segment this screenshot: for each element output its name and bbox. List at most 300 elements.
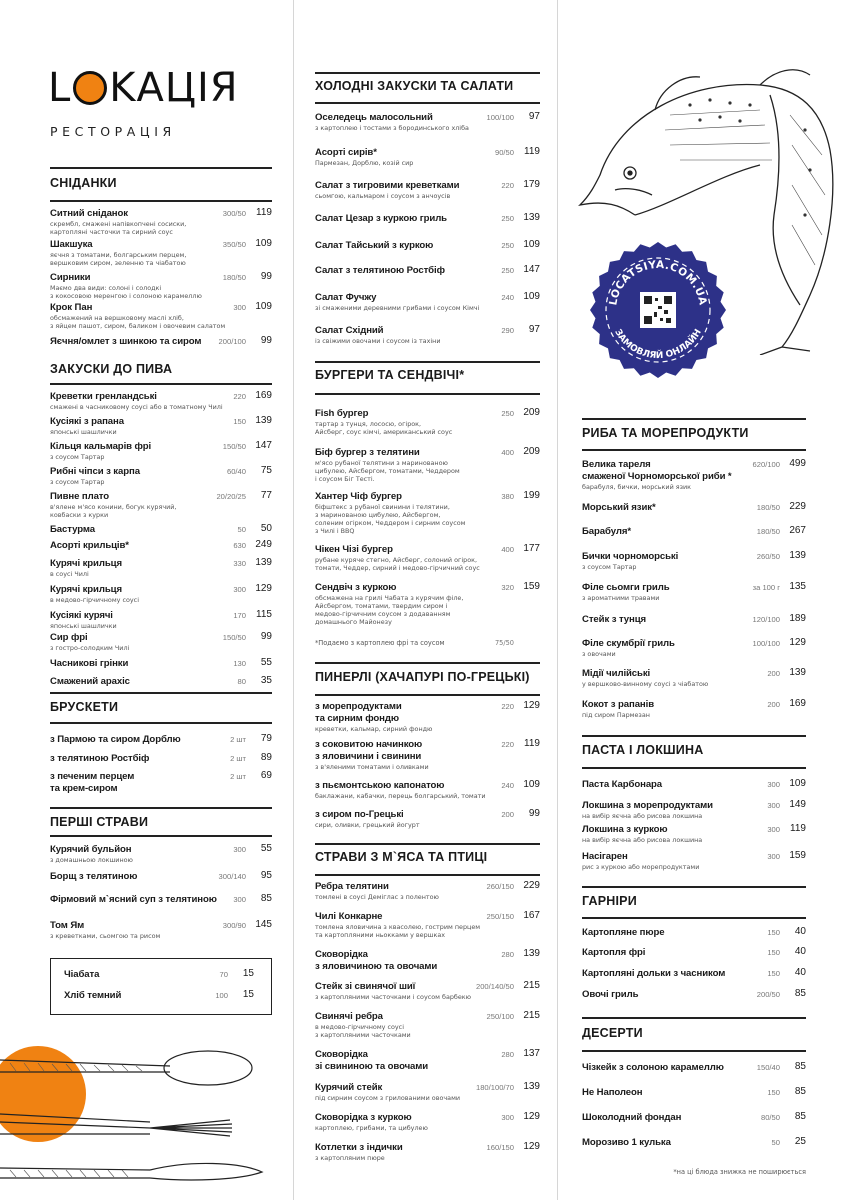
section-divider (315, 72, 540, 74)
menu-item[interactable] (64, 990, 254, 1002)
section-divider (315, 393, 540, 395)
menu-item-weight: 80 (237, 677, 246, 686)
menu-item-price: 109 (523, 291, 540, 302)
menu-item-name: Сир фрі (50, 632, 88, 643)
menu-item[interactable] (582, 699, 806, 719)
menu-item-price: 75 (260, 465, 272, 476)
menu-item-weight: 50 (771, 1138, 780, 1147)
menu-item-price: 137 (523, 1048, 540, 1059)
menu-item-name: Картопля фрі (582, 947, 646, 958)
menu-item-weight: 200 (767, 669, 780, 678)
menu-item-weight: 300 (501, 1113, 514, 1122)
menu-item[interactable] (50, 632, 272, 652)
menu-item-weight: 300 (233, 845, 246, 854)
menu-item-name: Курячі крильця (50, 584, 122, 595)
menu-item[interactable] (50, 391, 272, 411)
section-divider (582, 1050, 806, 1052)
section-divider (315, 102, 540, 104)
menu-item-weight: 280 (501, 1050, 514, 1059)
section-title: БРУСКЕТИ (50, 700, 119, 714)
menu-item-description: Маємо два види: солоні і солодкі з кокосовою меренгою і солоною карамеллю (50, 284, 202, 300)
menu-item-price: 199 (523, 490, 540, 501)
menu-item-price: 55 (260, 657, 272, 668)
menu-item-description: рис з куркою або морепродуктами (582, 863, 700, 871)
badge-cta[interactable]: ЗАМОВЛЯЙ ОНЛАЙН (612, 327, 704, 362)
menu-item-description: картоплею, грибами, та цибулею (315, 1124, 428, 1132)
menu-item-description: під сирним соусом з грилованими овочами (315, 1094, 461, 1102)
menu-item[interactable] (582, 779, 806, 791)
menu-item[interactable] (582, 526, 806, 538)
menu-item-price: 129 (523, 1111, 540, 1122)
section-title: ПИНЕРЛІ (ХАЧАПУРІ ПО-ГРЕЦЬКІ) (315, 670, 530, 684)
menu-item-name: Стейк з тунця (582, 614, 647, 625)
menu-item-weight: 300 (767, 852, 780, 861)
menu-item-weight: 250 (501, 241, 514, 250)
menu-item[interactable] (582, 1112, 806, 1124)
menu-item-weight: 60/40 (226, 467, 246, 476)
menu-item-price: 499 (789, 458, 806, 469)
menu-item[interactable] (582, 614, 806, 626)
menu-item-name: Креветки гренландські (50, 391, 157, 402)
menu-item-description: з овочами (582, 650, 616, 658)
section-divider (582, 886, 806, 888)
menu-item-weight: 2 шт (230, 754, 246, 763)
menu-item-price: 97 (528, 111, 540, 122)
menu-item-name: Шакшука (50, 239, 93, 250)
menu-item-price: 50 (260, 523, 272, 534)
menu-item-name: Біф бургер з телятини (315, 447, 420, 458)
menu-item[interactable] (50, 491, 272, 519)
column-divider (557, 0, 558, 1200)
menu-item[interactable] (315, 780, 540, 800)
menu-item-name: Кільця кальмарів фрі (50, 441, 152, 452)
menu-item-name: Картопляні дольки з часником (582, 968, 726, 979)
menu-item-weight: 150/40 (756, 1063, 780, 1072)
menu-item[interactable] (582, 989, 806, 1001)
menu-item-description: зі смаженими деревними грибами і соусом Кімчі (315, 304, 480, 312)
menu-item-price: 147 (255, 440, 272, 451)
section-footnote-weight: 75/50 (494, 639, 514, 647)
menu-item-name: Сендвіч з куркою (315, 582, 397, 593)
menu-item-weight: 20/20/25 (216, 492, 246, 501)
menu-item-name: Чікен Чізі бургер (315, 544, 393, 555)
menu-item-description: із свіжими овочами і соусом із тахіни (315, 337, 441, 345)
menu-item[interactable] (315, 544, 540, 572)
menu-item-price: 139 (255, 415, 272, 426)
menu-item[interactable] (50, 734, 272, 746)
menu-item-description: обсмажена на грилі Чабата з курячим філе, Айсбергом, томатами, твердим сиром і медово-гірчичним соусом з додаванням домашнього Майонезу (315, 594, 464, 626)
menu-item-price: 109 (523, 239, 540, 250)
menu-item[interactable] (50, 336, 272, 348)
section-title: ЗАКУСКИ ДО ПИВА (50, 362, 173, 376)
badge-url[interactable]: LOCATSIYA.COM.UA (607, 258, 709, 307)
menu-item-weight: 50 (237, 525, 246, 534)
menu-item-price: 99 (260, 271, 272, 282)
menu-item-price: 139 (523, 1081, 540, 1092)
section-divider (50, 167, 272, 169)
menu-item-weight: 160/150 (486, 1143, 514, 1152)
bread-box (50, 958, 272, 1015)
menu-item-price: 129 (255, 583, 272, 594)
section-divider (50, 200, 272, 202)
menu-item[interactable] (315, 809, 540, 829)
section-title: СНІДАНКИ (50, 176, 117, 190)
menu-item-price: 129 (789, 637, 806, 648)
menu-item-weight: 150 (767, 969, 780, 978)
menu-item-price: 119 (256, 207, 272, 218)
menu-item-name: Салат Тайський з куркою (315, 240, 434, 251)
menu-item-name: з Пармою та сиром Дорблю (50, 734, 181, 745)
menu-item-price: 15 (242, 989, 254, 1000)
menu-item-weight: 200/140/50 (475, 982, 514, 991)
menu-item-weight: 240 (501, 781, 514, 790)
menu-item-name: Велика тареля смаженої Чорноморської риби * (582, 459, 732, 482)
menu-item[interactable] (50, 610, 272, 630)
menu-item-price: 15 (242, 968, 254, 979)
menu-item-name: Шоколодний фондан (582, 1112, 682, 1123)
menu-item-price: 40 (794, 926, 806, 937)
menu-item-price: 97 (528, 324, 540, 335)
menu-item-price: 115 (256, 609, 272, 620)
menu-item-weight: 290 (501, 326, 514, 335)
menu-item-price: 169 (255, 390, 272, 401)
menu-item-weight: 300 (767, 825, 780, 834)
menu-item[interactable] (315, 739, 540, 771)
menu-item[interactable] (315, 981, 540, 1001)
menu-item-name: Сковорідка з куркою (315, 1112, 412, 1123)
menu-item-description: в медово-гірчичному соусі (50, 596, 139, 604)
menu-item-weight: 180/50 (756, 503, 780, 512)
column-divider (293, 0, 294, 1200)
menu-item-name: Не Наполеон (582, 1087, 643, 1098)
menu-item[interactable] (582, 800, 806, 820)
menu-item[interactable] (582, 502, 806, 514)
menu-item[interactable] (315, 292, 540, 312)
menu-item[interactable] (582, 638, 806, 658)
menu-item[interactable] (50, 658, 272, 670)
menu-item[interactable] (50, 239, 272, 267)
logo-letters: KАЦІЯ (109, 65, 239, 111)
menu-item[interactable] (582, 1087, 806, 1099)
menu-item-weight: 200 (501, 810, 514, 819)
section-divider (50, 835, 272, 837)
menu-item-description: томлені в соусі Деміглас з полентою (315, 893, 439, 901)
menu-item[interactable] (50, 584, 272, 604)
menu-item-price: 85 (794, 1061, 806, 1072)
menu-item-weight: 220 (233, 392, 246, 401)
menu-item-price: 145 (255, 919, 272, 930)
menu-item-price: 85 (794, 988, 806, 999)
menu-item[interactable] (315, 1082, 540, 1102)
order-online-badge[interactable] (588, 240, 728, 380)
menu-item[interactable] (50, 208, 272, 236)
menu-item-weight: 150 (233, 417, 246, 426)
menu-item-price: 69 (260, 770, 272, 781)
menu-item-weight: 240 (501, 293, 514, 302)
menu-item[interactable] (315, 265, 540, 277)
menu-item-weight: 220 (501, 181, 514, 190)
menu-item-price: 135 (789, 581, 806, 592)
menu-item[interactable] (50, 894, 272, 906)
menu-item-name: Сковорідка з яловичиною та овочами (315, 949, 438, 972)
menu-item[interactable] (315, 213, 540, 225)
menu-item[interactable] (315, 325, 540, 345)
menu-item[interactable] (50, 441, 272, 461)
menu-item-name: з печеним перцем та крем-сиром (50, 771, 135, 794)
section-divider (582, 767, 806, 769)
section-divider (50, 383, 272, 385)
section-title: РИБА ТА МОРЕПРОДУКТИ (582, 426, 749, 440)
menu-item-price: 109 (789, 778, 806, 789)
menu-item-price: 159 (789, 850, 806, 861)
menu-item-name: Котлетки з індички (315, 1142, 403, 1153)
menu-item-name: Сирники (50, 272, 91, 283)
menu-item[interactable] (50, 524, 272, 536)
menu-item[interactable] (315, 881, 540, 901)
menu-item-weight: 100/100 (486, 113, 514, 122)
menu-item-price: 119 (524, 146, 540, 157)
menu-item-weight: 300 (233, 585, 246, 594)
menu-item-weight: 330 (233, 559, 246, 568)
menu-item-price: 215 (523, 1010, 540, 1021)
menu-item[interactable] (315, 1142, 540, 1162)
menu-item-price: 159 (523, 581, 540, 592)
menu-item-description: японські шашлички (50, 428, 117, 436)
menu-item-name: Хліб темний (64, 990, 122, 1001)
section-title: ХОЛОДНІ ЗАКУСКИ ТА САЛАТИ (315, 79, 514, 93)
menu-item[interactable] (315, 240, 540, 252)
menu-item-weight: 150/50 (222, 633, 246, 642)
menu-item-description: в соусі Чилі (50, 570, 89, 578)
menu-item-weight: 300 (767, 780, 780, 789)
logo-orange-circle-icon (73, 71, 107, 105)
menu-item-price: 249 (255, 539, 272, 550)
menu-item[interactable] (315, 491, 540, 535)
menu-item[interactable] (50, 771, 272, 795)
menu-item[interactable] (315, 949, 540, 973)
menu-item-description: скрембл, смажені напівкопчені сосиски, картопляні часточки та сирний соус (50, 220, 187, 236)
menu-item-description: з домашньою локшиною (50, 856, 133, 864)
menu-item-weight: 260/150 (486, 882, 514, 891)
menu-item-name: Чізкейк з солоною карамеллю (582, 1062, 724, 1073)
menu-item-name: Асорті крильців* (50, 540, 129, 551)
menu-item[interactable] (582, 668, 806, 688)
menu-item-weight: 90/50 (494, 148, 514, 157)
menu-item-name: Бички чорноморські (582, 551, 679, 562)
section-title: СТРАВИ З М`ЯСА ТА ПТИЦІ (315, 850, 488, 864)
menu-item-weight: 250 (501, 214, 514, 223)
menu-item[interactable] (315, 112, 540, 132)
menu-item-description: з картопляними часточками і соусом барбекю (315, 993, 472, 1001)
menu-item-description: сири, оливки, грецький йогурт (315, 821, 420, 829)
menu-item-description: під сиром Пармезан (582, 711, 650, 719)
menu-item-description: в медово-гірчичному соусі з картопляними часточками (315, 1023, 411, 1039)
menu-item-weight: 2 шт (230, 772, 246, 781)
menu-item-weight: 250/100 (486, 1012, 514, 1021)
menu-item[interactable] (582, 968, 806, 980)
menu-item-price: 89 (260, 752, 272, 763)
menu-item[interactable] (50, 871, 272, 883)
menu-item-weight: 180/100/70 (475, 1083, 514, 1092)
menu-item-name: Пивне плато (50, 491, 110, 502)
menu-item-name: Сковорідка зі свининою та овочами (315, 1049, 429, 1072)
section-divider (582, 418, 806, 420)
menu-item[interactable] (50, 558, 272, 578)
menu-item-description: смажені в часниковому соусі або в томатному Чилі (50, 403, 223, 411)
menu-item-weight: 620/100 (752, 460, 780, 469)
menu-item-price: 95 (260, 870, 272, 881)
menu-item[interactable] (582, 1062, 806, 1074)
menu-item-name: Хантер Чіф бургер (315, 491, 402, 502)
menu-item-name: Яєчня/омлет з шинкою та сиром (50, 336, 202, 347)
menu-item[interactable] (50, 753, 272, 765)
menu-item-weight: 300 (233, 895, 246, 904)
menu-item-weight: 220 (501, 740, 514, 749)
section-divider (582, 449, 806, 451)
menu-item-description: з ароматними травами (582, 594, 660, 602)
menu-item-weight: 300 (233, 303, 246, 312)
menu-item[interactable] (582, 824, 806, 844)
menu-item-name: Салат Східний (315, 325, 384, 336)
menu-item-weight: 350/50 (222, 240, 246, 249)
menu-item[interactable] (315, 147, 540, 167)
menu-item[interactable] (315, 447, 540, 483)
menu-item-name: Кусіякі з рапана (50, 416, 124, 427)
menu-item[interactable] (50, 302, 272, 330)
menu-item-price: 77 (260, 490, 272, 501)
menu-item-name: Філе скумбрії гриль (582, 638, 675, 649)
menu-item-weight: 380 (501, 492, 514, 501)
menu-item-price: 229 (523, 880, 540, 891)
section-divider (50, 722, 272, 724)
menu-item-price: 99 (260, 631, 272, 642)
menu-item-name: Морозиво 1 кулька (582, 1137, 671, 1148)
menu-item-name: з сиром по-Грецькі (315, 809, 404, 820)
menu-item[interactable] (50, 272, 272, 300)
menu-item[interactable] (315, 911, 540, 939)
menu-item-price: 85 (794, 1111, 806, 1122)
menu-item-name: з морепродуктами та сирним фондю (315, 701, 402, 724)
section-divider (315, 843, 540, 845)
menu-item-price: 169 (789, 698, 806, 709)
menu-item[interactable] (50, 920, 272, 940)
menu-item[interactable] (315, 1112, 540, 1132)
menu-item-price: 177 (523, 543, 540, 554)
menu-item[interactable] (582, 551, 806, 571)
menu-item-weight: 300/140 (218, 872, 246, 881)
menu-item[interactable] (315, 582, 540, 626)
menu-item-price: 99 (260, 335, 272, 346)
menu-item-description: з гостро-солодким Чилі (50, 644, 130, 652)
menu-item-weight: 150 (767, 948, 780, 957)
menu-item-weight: 220 (501, 702, 514, 711)
menu-item[interactable] (582, 927, 806, 939)
menu-item-price: 40 (794, 967, 806, 978)
menu-item-weight: 120/100 (752, 615, 780, 624)
menu-item-name: Ситний сніданок (50, 208, 128, 219)
menu-item-description: японські шашлички (50, 622, 117, 630)
menu-item[interactable] (315, 1011, 540, 1039)
menu-item-name: з соковитою начинкою з яловичини і свинини (315, 739, 423, 762)
menu-item-name: Салат Фучжу (315, 292, 377, 303)
menu-item-name: Оселедець малосольний (315, 112, 433, 123)
menu-item-weight: 630 (233, 541, 246, 550)
section-divider (582, 1017, 806, 1019)
menu-item-weight: за 100 г (752, 583, 780, 592)
section-footnote: *на ці блюда знижка не поширюється (673, 1168, 806, 1176)
menu-item[interactable] (50, 676, 272, 688)
menu-item-price: 139 (255, 557, 272, 568)
menu-item-description: рубане куряче стегно, Айсберг, солоний огірок, томати, Чеддер, сирний і медово-гірчичний соус (315, 556, 480, 572)
menu-item-price: 215 (523, 980, 540, 991)
menu-item-price: 99 (528, 808, 540, 819)
menu-item-description: з соусом Тартар (582, 563, 637, 571)
menu-item-price: 139 (789, 667, 806, 678)
menu-item-weight: 300/50 (222, 209, 246, 218)
menu-item-name: Чіабата (64, 969, 100, 980)
menu-item[interactable] (50, 416, 272, 436)
menu-item-name: Паста Карбонара (582, 779, 663, 790)
section-title: ПАСТА І ЛОКШИНА (582, 743, 704, 757)
menu-item-weight: 250/150 (486, 912, 514, 921)
menu-item-weight: 180/50 (222, 273, 246, 282)
menu-item[interactable] (582, 459, 806, 491)
menu-item[interactable] (582, 947, 806, 959)
menu-item[interactable] (315, 1049, 540, 1073)
menu-item-price: 109 (523, 779, 540, 790)
menu-item-weight: 150 (767, 928, 780, 937)
menu-item-price: 167 (523, 910, 540, 921)
menu-item[interactable] (315, 701, 540, 733)
menu-item[interactable] (582, 582, 806, 602)
menu-item-description: барабуля, бички, морський язик (582, 483, 692, 491)
menu-item[interactable] (315, 408, 540, 436)
menu-item-name: Фірмовий м`ясний суп з телятиною (50, 894, 217, 905)
menu-item[interactable] (315, 180, 540, 200)
menu-item[interactable] (582, 851, 806, 871)
menu-item[interactable] (64, 969, 254, 981)
menu-item-weight: 280 (501, 950, 514, 959)
menu-item-weight: 130 (233, 659, 246, 668)
menu-item-name: Рибні чіпси з карпа (50, 466, 140, 477)
menu-item-price: 40 (794, 946, 806, 957)
section-divider (582, 735, 806, 737)
menu-item-weight: 300/90 (222, 921, 246, 930)
menu-item-description: з соусом Тартар (50, 453, 105, 461)
menu-item-weight: 150/50 (222, 442, 246, 451)
menu-item[interactable] (582, 1137, 806, 1149)
menu-item-description: сьомгою, кальмаром і соусом з анчоусів (315, 192, 451, 200)
menu-item-price: 149 (789, 799, 806, 810)
menu-item-name: Салат Цезар з куркою гриль (315, 213, 447, 224)
menu-item-name: Салат з телятиною Ростбіф (315, 265, 445, 276)
menu-item[interactable] (50, 844, 272, 864)
menu-item[interactable] (50, 540, 272, 552)
menu-item-name: Свинячі ребра (315, 1011, 383, 1022)
menu-item-weight: 200/50 (756, 990, 780, 999)
restaurant-logo (48, 66, 239, 110)
menu-item-name: Ребра телятини (315, 881, 389, 892)
menu-item-price: 139 (523, 212, 540, 223)
menu-item-name: Fish бургер (315, 408, 369, 419)
section-title: ПЕРШІ СТРАВИ (50, 815, 149, 829)
menu-item-price: 229 (789, 501, 806, 512)
menu-item[interactable] (50, 466, 272, 486)
menu-item-description: баклажани, кабачки, перець болгарський, томати (315, 792, 486, 800)
menu-item-price: 267 (789, 525, 806, 536)
menu-item-weight: 80/50 (760, 1113, 780, 1122)
menu-item-description: тартар з тунця, лососю, огірок, Айсберг, соус кімчі, американський соус (315, 420, 453, 436)
